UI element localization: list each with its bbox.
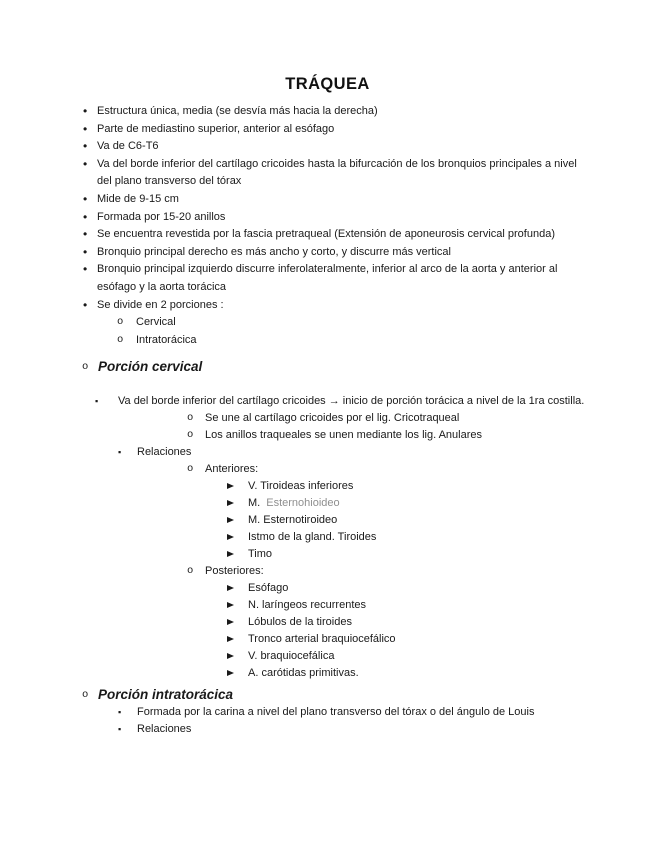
list-item-text-muted: Esternohioideo xyxy=(266,497,340,510)
disc-bullet-icon: • xyxy=(83,297,88,312)
list-item-text: Bronquio principal derecho es más ancho y corto, y discurre más vertical xyxy=(97,245,451,258)
arrowhead-bullet-icon xyxy=(227,500,234,506)
list-item xyxy=(0,721,655,738)
list-item xyxy=(0,614,655,631)
arrowhead-bullet-icon xyxy=(227,551,234,557)
list-item-text: A. carótidas primitivas. xyxy=(248,667,359,680)
list-item xyxy=(0,580,655,597)
list-item xyxy=(0,297,655,315)
list-item-text: Bronquio principal izquierdo discurre inferolateralmente, inferior al arco de la aorta y anterior al esófago y la aorta torácica xyxy=(97,263,558,293)
circle-bullet-icon: o xyxy=(187,412,194,425)
arrowhead-bullet-icon xyxy=(227,483,234,489)
list-item-text: Anteriores: xyxy=(205,463,259,476)
list-item-text: Relaciones xyxy=(137,446,192,459)
disc-bullet-icon: • xyxy=(83,104,88,118)
arrowhead-bullet-icon xyxy=(227,602,234,608)
list-item-text: Mide de 9-15 cm xyxy=(97,192,179,205)
list-item xyxy=(0,648,655,665)
disc-bullet-icon: • xyxy=(83,262,88,277)
list-item xyxy=(0,478,655,495)
list-item xyxy=(0,138,655,156)
circle-bullet-icon: o xyxy=(82,689,89,702)
list-item-text: Timo xyxy=(248,548,273,561)
list-item xyxy=(0,261,655,296)
list-item-text: Relaciones xyxy=(137,723,192,736)
list-item-text: Cervical xyxy=(136,316,176,329)
arrowhead-bullet-icon xyxy=(227,534,234,540)
circle-bullet-icon: o xyxy=(117,316,124,329)
list-item-text: Se encuentra revestida por la fascia pretraqueal (Extensión de aponeurosis cervical profunda) xyxy=(97,228,555,241)
arrowhead-bullet-icon xyxy=(227,619,234,625)
list-item xyxy=(0,563,655,580)
list-item xyxy=(0,704,655,721)
section-heading-cervical xyxy=(0,358,655,376)
list-item xyxy=(0,631,655,648)
list-item-text: Lóbulos de la tiroides xyxy=(248,616,352,629)
list-item-text: Estructura única, media (se desvía más hacia la derecha) xyxy=(97,105,378,117)
list-item-text: Se divide en 2 porciones : xyxy=(97,298,224,311)
list-item-text: M. Esternotiroideo xyxy=(248,514,338,527)
list-item-text: Parte de mediastino superior, anterior al esófago xyxy=(97,122,335,135)
list-item xyxy=(0,244,655,262)
list-item-text: Posteriores: xyxy=(205,565,264,578)
list-item-text: Formada por 15-20 anillos xyxy=(97,210,226,223)
arrowhead-bullet-icon xyxy=(227,670,234,676)
list-item-text: Se une al cartílago cricoides por el lig. Cricotraqueal xyxy=(205,412,460,425)
list-item-text xyxy=(248,495,615,512)
disc-bullet-icon: • xyxy=(83,209,88,224)
list-item xyxy=(0,461,655,478)
list-item xyxy=(0,427,655,444)
square-bullet-icon: ▪ xyxy=(118,447,122,458)
circle-bullet-icon: o xyxy=(117,333,124,346)
list-item-text-prefix: M. xyxy=(248,497,261,510)
arrowhead-bullet-icon xyxy=(227,653,234,659)
list-item-text: Va de C6-T6 xyxy=(97,140,159,153)
list-item xyxy=(0,314,655,332)
disc-bullet-icon: • xyxy=(83,227,88,242)
list-item-text: Va del borde inferior del cartílago cricoides hasta la bifurcación de los bronquios principales a nivel del plano transverso del tórax xyxy=(97,157,577,188)
list-item-text: Los anillos traqueales se unen mediante los lig. Anulares xyxy=(205,429,483,442)
list-item-text: V. braquiocefálica xyxy=(248,650,335,663)
disc-bullet-icon: • xyxy=(83,156,88,171)
list-item xyxy=(0,512,655,529)
list-item xyxy=(0,121,655,139)
circle-bullet-icon: o xyxy=(82,361,89,374)
arrowhead-bullet-icon xyxy=(227,517,234,523)
list-item xyxy=(0,546,655,563)
arrowhead-bullet-icon xyxy=(227,585,234,591)
disc-bullet-icon: • xyxy=(83,139,88,154)
disc-bullet-icon: • xyxy=(83,191,88,206)
square-bullet-icon: ▪ xyxy=(118,724,122,735)
list-item xyxy=(0,410,655,427)
circle-bullet-icon: o xyxy=(187,463,194,476)
list-item xyxy=(0,529,655,546)
list-item xyxy=(0,191,655,209)
section-heading-text: Porción intratorácica xyxy=(98,687,234,703)
list-item xyxy=(0,495,655,512)
list-item xyxy=(0,156,655,191)
list-item xyxy=(0,444,655,461)
list-item-text: Formada por la carina a nivel del plano transverso del tórax o del ángulo de Louis xyxy=(137,706,535,719)
disc-bullet-icon: • xyxy=(83,244,88,259)
list-item xyxy=(0,393,655,410)
page-title: TRÁQUEA xyxy=(285,75,370,93)
list-item-text: Intratorácica xyxy=(136,333,197,346)
list-item xyxy=(0,103,655,121)
square-bullet-icon: ▪ xyxy=(95,396,99,407)
list-item xyxy=(0,209,655,227)
list-item-text: Esófago xyxy=(248,582,289,595)
section-heading-intratoracica xyxy=(0,686,655,704)
circle-bullet-icon: o xyxy=(187,565,194,578)
arrowhead-bullet-icon xyxy=(227,636,234,642)
list-item xyxy=(0,226,655,244)
list-item-text: Istmo de la gland. Tiroides xyxy=(248,531,377,544)
list-item-text: Va del borde inferior del cartílago cricoides → inicio de porción torácica a nivel de la 1ra costilla. xyxy=(118,395,585,408)
list-item-text: V. Tiroideas inferiores xyxy=(248,480,354,493)
square-bullet-icon: ▪ xyxy=(118,707,122,718)
section-heading-text: Porción cervical xyxy=(98,359,203,375)
list-item xyxy=(0,665,655,682)
list-item-text: N. laríngeos recurrentes xyxy=(248,599,366,612)
list-item xyxy=(0,597,655,614)
disc-bullet-icon: • xyxy=(83,121,88,136)
circle-bullet-icon: o xyxy=(187,429,194,442)
list-item xyxy=(0,332,655,350)
list-item-text: Tronco arterial braquiocefálico xyxy=(248,633,396,646)
